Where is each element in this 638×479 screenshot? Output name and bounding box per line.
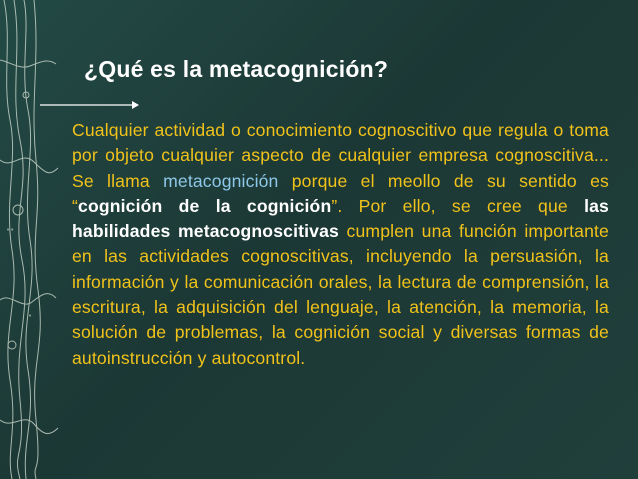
arrow-right-icon bbox=[40, 98, 140, 112]
highlight-term: metacognición bbox=[163, 170, 279, 191]
topographic-lines-icon bbox=[0, 0, 60, 479]
text-run: ”. Por ello, se cree que bbox=[331, 195, 585, 216]
emphasis-term: cognición de la cognición bbox=[78, 195, 332, 216]
text-run: Cualquier actividad o conocimiento cognoscitivo que regula o toma por objeto cualquier aspecto de cualquier empresa cognoscitiva... Se llama bbox=[72, 120, 609, 191]
title-container bbox=[84, 56, 388, 90]
text-run: cumplen una función importante en las actividades cognoscitivas, incluyendo la persuasión, la información y la comunicación orales, la lectura de comprensión, la escritura, la adquisición del lenguaje, la atención, la memoria, la solución de problemas, la cognición social y diversas formas de autoinstrucción y autocontrol. bbox=[72, 221, 609, 368]
slide-title: ¿Qué es la metacognición? bbox=[84, 56, 389, 82]
body-paragraph bbox=[72, 118, 609, 371]
emphasis-term: las habilidades metacognoscitivas bbox=[72, 195, 609, 242]
text-run: porque el meollo de su sentido es “ bbox=[72, 170, 609, 216]
svg-text:••: •• bbox=[6, 226, 15, 234]
svg-text:•: • bbox=[28, 312, 33, 320]
